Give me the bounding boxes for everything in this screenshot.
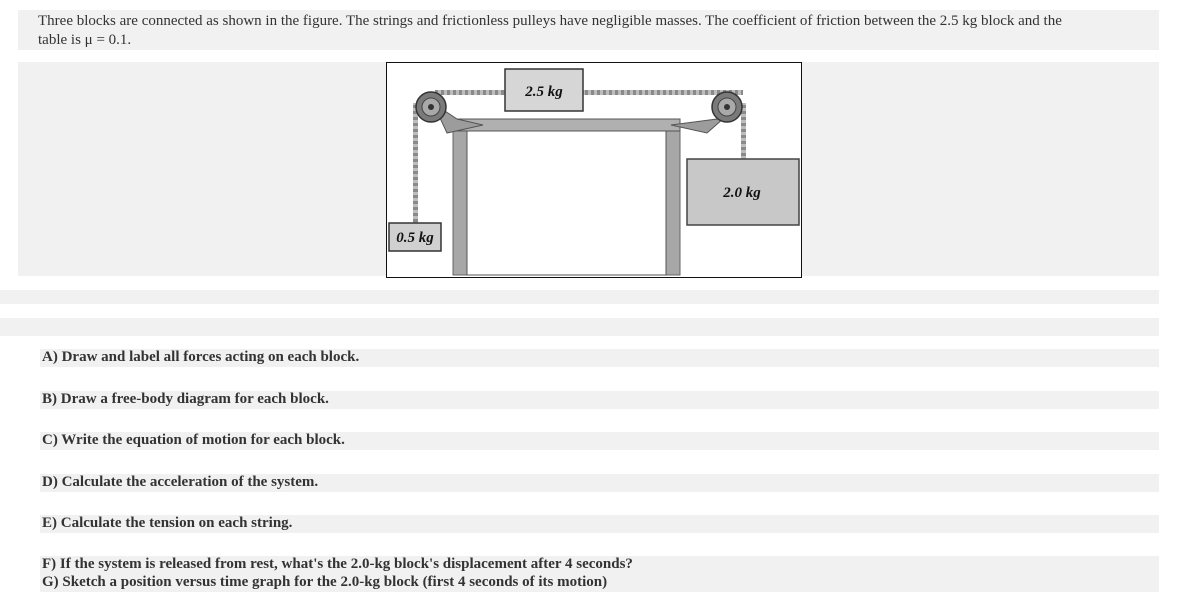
table-right-leg [666,127,680,275]
left-horizontal-string [435,90,505,95]
right-pulley [712,92,742,122]
table-opening [467,131,666,275]
left-pulley [416,92,446,122]
question-e: E) Calculate the tension on each string. [42,515,293,531]
question-g: G) Sketch a position versus time graph for the 2.0-kg block (first 4 seconds of its motion) [42,574,608,590]
spacer-band-2 [0,318,1159,336]
block-0-5kg-label: 0.5 kg [396,230,434,246]
table-left-leg [453,127,467,275]
question-d: D) Calculate the acceleration of the system. [42,474,319,490]
left-vertical-string [413,103,418,229]
spacer-band-1 [0,290,1159,304]
table-top [453,119,680,131]
question-a: A) Draw and label all forces acting on each block. [42,349,360,365]
question-f: F) If the system is released from rest, what's the 2.0-kg block's displacement after 4 seconds? [42,556,633,572]
question-b: B) Draw a free-body diagram for each block. [42,391,329,407]
question-c: C) Write the equation of motion for each block. [42,432,345,448]
pulley-diagram [387,63,801,277]
pulley-figure [386,62,802,278]
block-2-5kg-label: 2.5 kg [525,84,563,100]
problem-statement [38,12,1163,50]
problem-statement-line2: table is μ = 0.1. [38,32,132,48]
problem-statement-line1: Three blocks are connected as shown in the figure. The strings and frictionless pulleys have negligible masses. The coefficient of friction between the 2.5 kg block and the [38,13,1062,29]
block-2-0kg-label: 2.0 kg [723,185,761,201]
